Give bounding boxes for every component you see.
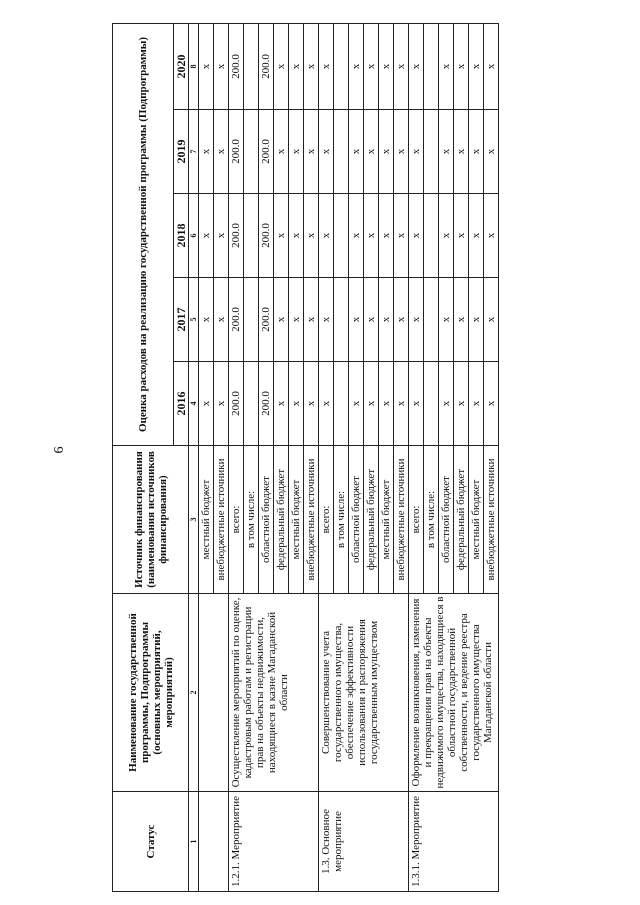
value-cell: x [304,194,319,278]
column-index: 7 [189,110,199,194]
value-cell: x [484,278,499,362]
header-estimate: Оценка расходов на реализацию государственной программы (Подпрограммы) [113,24,174,446]
value-cell: x [394,110,409,194]
column-index: 2 [189,594,199,792]
value-cell: x [199,110,214,194]
value-cell: 200.0 [259,194,274,278]
value-cell: x [439,278,454,362]
value-cell: x [349,278,364,362]
column-index: 8 [189,24,199,110]
value-cell: x [214,24,229,110]
value-cell: x [439,362,454,446]
column-index: 3 [189,446,199,594]
table-body [199,24,499,892]
value-cell: x [409,278,424,362]
value-cell: x [484,362,499,446]
value-cell [334,24,349,110]
value-cell: x [364,362,379,446]
value-cell [244,194,259,278]
source-cell: местный бюджет [469,446,484,594]
source-cell: внебюджетные источники [394,446,409,594]
value-cell: x [454,278,469,362]
value-cell: x [304,278,319,362]
header-name: Наименование государственной программы, Подпрограммы (основных мероприятий, мероприятий) [113,594,189,792]
source-cell: областной бюджет [439,446,454,594]
value-cell: x [319,278,334,362]
value-cell: 200.0 [259,110,274,194]
table-row [199,24,214,892]
value-cell: 200.0 [229,24,244,110]
value-cell: x [379,362,394,446]
name-cell: Совершенствование учета государственного имущества, обеспечение эффективности использования и распоряжения государственным имуществом [319,594,409,792]
value-cell: x [274,362,289,446]
value-cell: x [349,110,364,194]
value-cell: 200.0 [229,278,244,362]
value-cell: x [349,24,364,110]
table-row [319,24,334,892]
header-year: 2020 [174,24,189,110]
header-year: 2019 [174,110,189,194]
value-cell: x [454,362,469,446]
value-cell [424,362,439,446]
column-index-row [189,24,199,892]
value-cell: 200.0 [259,362,274,446]
value-cell [244,24,259,110]
source-cell: местный бюджет [379,446,394,594]
value-cell: 200.0 [229,194,244,278]
status-cell: 1.2.1. Мероприятие [229,792,319,892]
value-cell: x [214,362,229,446]
value-cell: x [304,362,319,446]
value-cell: 200.0 [259,24,274,110]
value-cell: x [319,194,334,278]
value-cell: x [379,278,394,362]
value-cell: x [304,24,319,110]
value-cell: x [454,24,469,110]
expenditure-table [112,23,499,892]
name-cell: Оформление возникновения, изменения и прекращения прав на объекты недвижимого имущества, находящиеся в областной государственной собственности, и ведение реестра государственного имущества Магаданской области [409,594,499,792]
value-cell: x [274,278,289,362]
value-cell: x [304,110,319,194]
column-index: 4 [189,362,199,446]
value-cell: x [379,24,394,110]
source-cell: федеральный бюджет [364,446,379,594]
source-cell: местный бюджет [289,446,304,594]
table-row [229,24,244,892]
source-cell: областной бюджет [349,446,364,594]
value-cell: x [349,362,364,446]
name-cell: Осуществление мероприятий по оценке, кадастровым работам и регистрации прав на объекты недвижимости, находящиеся в казне Магаданской области [229,594,319,792]
value-cell: x [439,194,454,278]
status-cell [199,792,229,892]
value-cell: x [394,194,409,278]
column-index: 6 [189,194,199,278]
value-cell: x [409,110,424,194]
value-cell [244,110,259,194]
value-cell: x [274,194,289,278]
value-cell: x [484,110,499,194]
value-cell [334,110,349,194]
value-cell: x [394,278,409,362]
value-cell: x [409,194,424,278]
value-cell: x [469,194,484,278]
value-cell: x [484,24,499,110]
value-cell: x [454,110,469,194]
header-status: Статус [113,792,189,892]
value-cell [334,194,349,278]
value-cell [244,362,259,446]
value-cell: x [349,194,364,278]
value-cell: x [199,24,214,110]
value-cell [424,194,439,278]
value-cell: 200.0 [259,278,274,362]
status-cell: 1.3. Основное мероприятие [319,792,409,892]
value-cell: x [289,362,304,446]
value-cell: x [364,24,379,110]
source-cell: областной бюджет [259,446,274,594]
value-cell: x [364,278,379,362]
rotated-table-container [112,24,598,892]
value-cell: 200.0 [229,110,244,194]
value-cell: x [379,194,394,278]
value-cell: x [379,110,394,194]
value-cell: x [454,194,469,278]
source-cell: внебюджетные источники [484,446,499,594]
source-cell: в том числе: [244,446,259,594]
source-cell: внебюджетные источники [214,446,229,594]
header-source: Источник финансирования (наименования источников финансирования) [113,446,189,594]
source-cell: в том числе: [424,446,439,594]
table-row [409,24,424,892]
value-cell [424,110,439,194]
value-cell: x [214,278,229,362]
source-cell: внебюджетные источники [304,446,319,594]
source-cell: федеральный бюджет [454,446,469,594]
value-cell: x [394,362,409,446]
header-year: 2017 [174,278,189,362]
column-index: 5 [189,278,199,362]
value-cell: x [214,194,229,278]
value-cell [424,24,439,110]
value-cell: x [469,24,484,110]
header-year: 2018 [174,194,189,278]
value-cell: x [199,362,214,446]
value-cell: x [409,24,424,110]
value-cell [424,278,439,362]
value-cell: x [274,110,289,194]
source-cell: всего: [319,446,334,594]
value-cell [334,362,349,446]
value-cell: x [319,110,334,194]
value-cell: x [289,194,304,278]
source-cell: в том числе: [334,446,349,594]
value-cell: x [469,110,484,194]
page-number: 6 [52,446,67,454]
value-cell: x [214,110,229,194]
value-cell: x [469,278,484,362]
value-cell [244,278,259,362]
name-cell [199,594,229,792]
source-cell: всего: [409,446,424,594]
value-cell: x [289,110,304,194]
value-cell: 200.0 [229,362,244,446]
value-cell: x [394,24,409,110]
value-cell: x [199,278,214,362]
status-cell: 1.3.1. Мероприятие [409,792,499,892]
value-cell: x [469,362,484,446]
value-cell: x [289,278,304,362]
value-cell: x [274,24,289,110]
value-cell [334,278,349,362]
value-cell: x [484,194,499,278]
column-index: 1 [189,792,199,892]
value-cell: x [439,24,454,110]
value-cell: x [289,24,304,110]
value-cell: x [364,194,379,278]
value-cell: x [199,194,214,278]
value-cell: x [439,110,454,194]
value-cell: x [364,110,379,194]
value-cell: x [409,362,424,446]
source-cell: всего: [229,446,244,594]
value-cell: x [319,362,334,446]
value-cell: x [319,24,334,110]
source-cell: федеральный бюджет [274,446,289,594]
header-year: 2016 [174,362,189,446]
source-cell: местный бюджет [199,446,214,594]
